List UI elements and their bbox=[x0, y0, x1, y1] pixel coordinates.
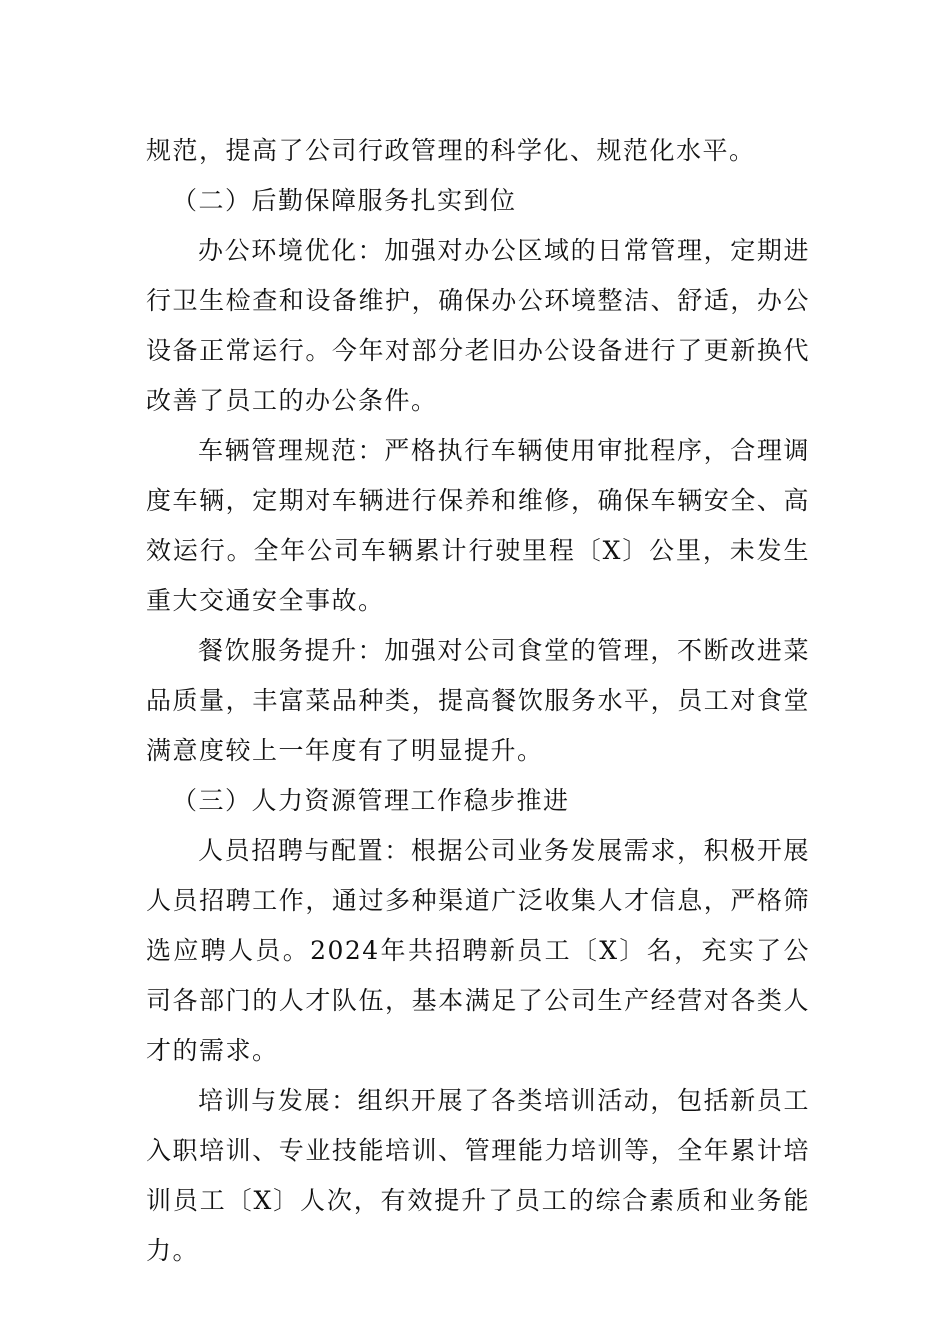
section-heading-2: （二）后勤保障服务扎实到位 bbox=[172, 186, 517, 215]
paragraph-continued: 规范，提高了公司行政管理的科学化、规范化水平。 bbox=[146, 136, 756, 165]
paragraph-training: 培训与发展：组织开展了各类培训活动，包括新员工入职培训、专业技能培训、管理能力培训等，全年累计培训员工〔X〕人次，有效提升了员工的综合素质和业务能力。 bbox=[146, 1086, 810, 1265]
document-body bbox=[146, 126, 810, 1276]
paragraph-office-environment: 办公环境优化：加强对办公区域的日常管理，定期进行卫生检查和设备维护，确保办公环境整洁、舒适，办公设备正常运行。今年对部分老旧办公设备进行了更新换代改善了员工的办公条件。 bbox=[146, 236, 810, 415]
paragraph-catering-service: 餐饮服务提升：加强对公司食堂的管理，不断改进菜品质量，丰富菜品种类，提高餐饮服务水平，员工对食堂满意度较上一年度有了明显提升。 bbox=[146, 636, 810, 765]
paragraph-recruitment: 人员招聘与配置：根据公司业务发展需求，积极开展人员招聘工作，通过多种渠道广泛收集人才信息，严格筛选应聘人员。2024年共招聘新员工〔X〕名，充实了公司各部门的人才队伍，基本满足了公司生产经营对各类人才的需求。 bbox=[146, 836, 810, 1065]
section-heading-3: （三）人力资源管理工作稳步推进 bbox=[172, 786, 570, 815]
paragraph-vehicle-management: 车辆管理规范：严格执行车辆使用审批程序，合理调度车辆，定期对车辆进行保养和维修，确保车辆安全、高效运行。全年公司车辆累计行驶里程〔X〕公里，未发生重大交通安全事故。 bbox=[146, 436, 810, 615]
